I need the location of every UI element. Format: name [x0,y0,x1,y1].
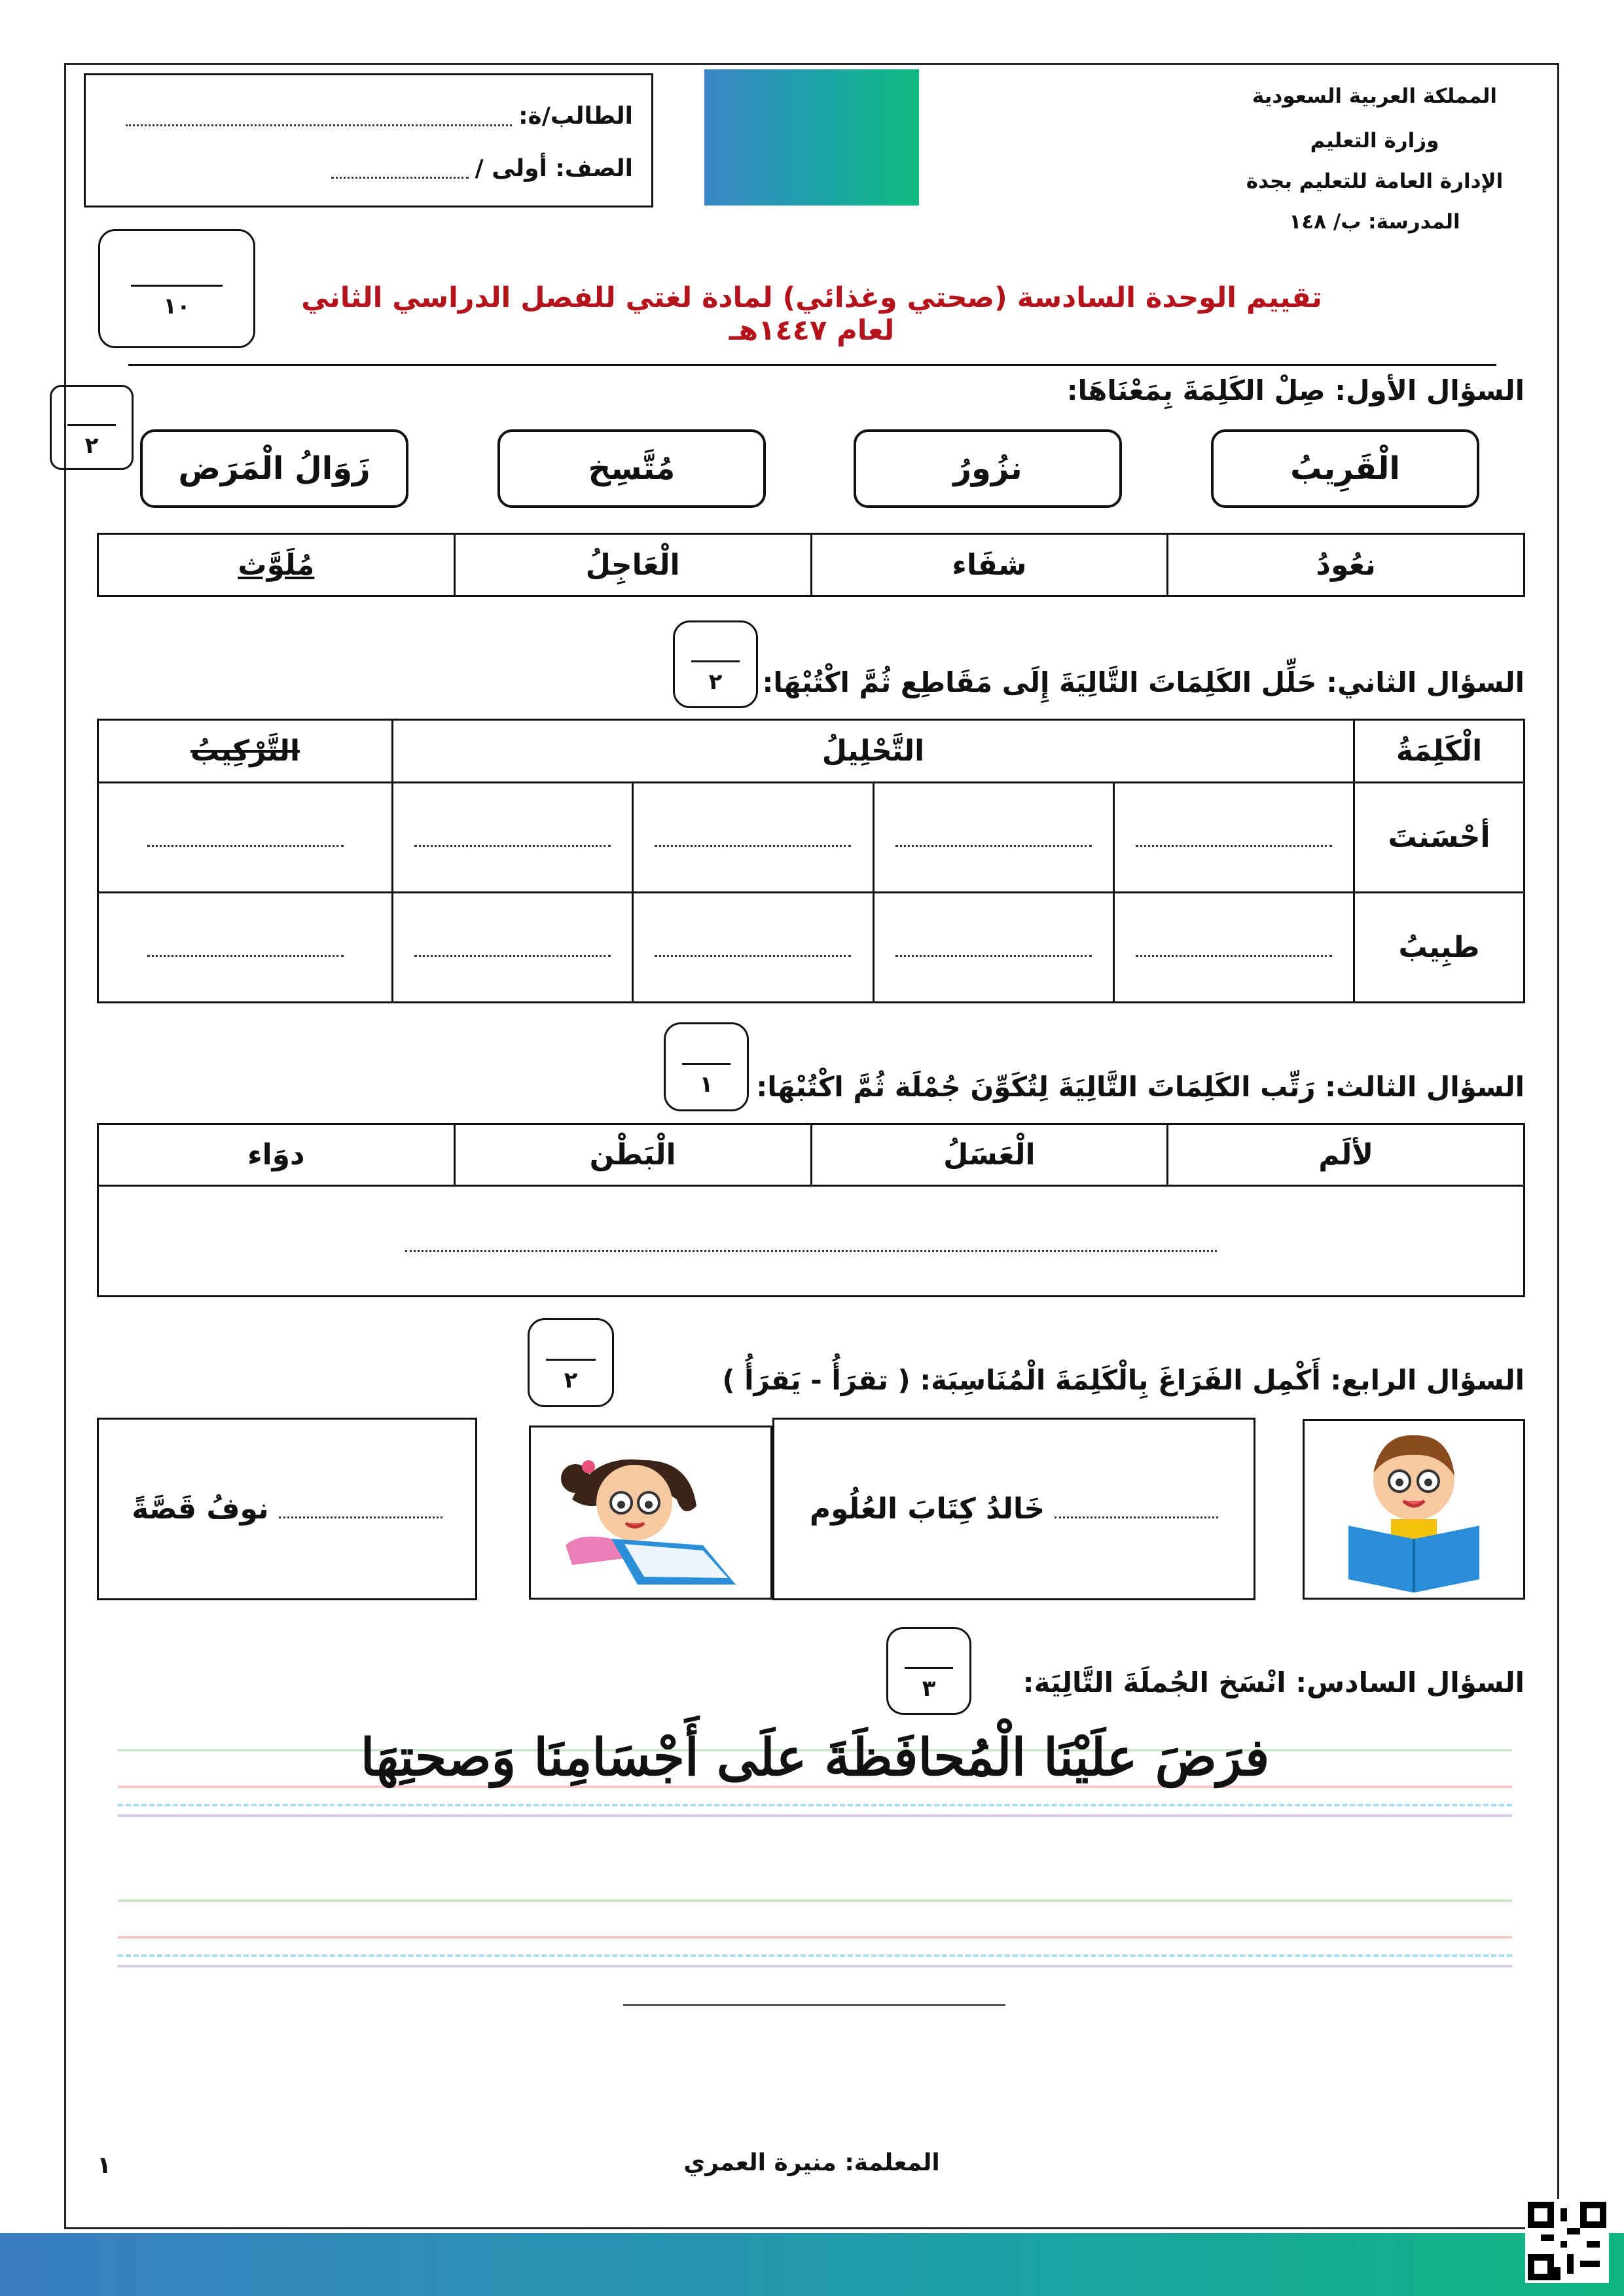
answer-dots [1055,1516,1218,1518]
q1-meaning-cell[interactable]: نعُودُ [1168,534,1525,596]
answer-dots [895,954,1092,957]
answer-dots [147,954,344,957]
guide-line [118,1965,1512,1967]
answer-dots [414,954,611,957]
total-score-box [98,229,255,348]
divider [128,364,1496,366]
q4-score-box [528,1318,614,1407]
answer-dots [1136,844,1332,847]
guide-line [118,1814,1512,1817]
header-line: الإدارة العامة للتعليم بجدة [1246,170,1504,193]
q3-table [97,1123,1525,1297]
q1-word-box[interactable]: الْقَرِيبُ [1211,429,1479,508]
guide-line [118,1954,1512,1957]
q3-score: ١ [699,1071,713,1098]
q2-header-analysis: التَّحْلِيلُ [393,720,1354,783]
q2-compose-cell[interactable] [98,783,393,893]
q6-score-box [886,1627,971,1715]
header-line: وزارة التعليم [1310,129,1439,152]
header-line: المدرسة: ب/ ١٤٨ [1289,210,1460,234]
q1-word-box[interactable]: زَوَالُ الْمَرَض [140,429,408,508]
q2-word-cell: أحْسَنتَ [1354,783,1525,893]
q2-syllable-cell[interactable] [393,783,633,893]
q2-score-box [673,620,758,708]
guide-line [118,1936,1512,1939]
q4-title: السؤال الرابع: أَكْمِل الفَرَاغَ بِالْكَلِمَةَ الْمُنَاسِبَة: ( تقرَأُ - يَقرَأُ ) [722,1364,1525,1396]
girl-reading-image [529,1426,772,1600]
q1-word-box[interactable]: نزُورُ [854,429,1122,508]
q3-title: السؤال الثالث: رَتِّب الكَلِمَاتَ التَّالِيَةَ لِتُكَوِّنَ جُمْلَة ثُمَّ اكْتُبْهَا: [756,1071,1525,1103]
guide-line [118,1899,1512,1902]
q4-sentence2: نوفُ قَصَّةً [132,1492,269,1526]
q6-score: ٣ [922,1675,936,1702]
answer-dots [655,844,851,847]
student-name-row [104,90,633,142]
student-name-field[interactable] [126,122,512,126]
q1-word-box[interactable]: مُتَّسِخ [497,429,766,508]
header-line: المملكة العربية السعودية [1252,84,1498,108]
q6-title: السؤال السادس: انْسَخ الجُملَةَ التَّالِيَة: [1022,1666,1525,1698]
class-field[interactable] [331,175,469,179]
class-row [104,142,633,194]
student-label: الطالب/ة: [518,102,633,130]
end-line [623,2004,1005,2006]
q2-syllable-cell[interactable] [393,893,633,1003]
q1-meaning-cell[interactable]: شفَاء [811,534,1168,596]
q1-meaning-cell[interactable]: الْعَاجِلُ [454,534,811,596]
answer-dots [147,844,344,847]
page-title: تقييم الوحدة السادسة (صحتي وغذائي) لمادة لغتي للفصل الدراسي الثاني لعام ١٤٤٧هـ [301,281,1322,347]
q3-word-cell: لألَم [1168,1124,1525,1186]
q2-word-cell: طبِيبُ [1354,893,1525,1003]
q2-syllable-cell[interactable] [633,783,873,893]
total-score: ١٠ [163,293,190,319]
ministry-logo [704,69,919,206]
q4-sentence1: خَالدُ كِتَابَ العُلُوم [809,1492,1045,1526]
page-number: ١ [97,2152,111,2179]
q3-word-cell: الْعَسَلُ [811,1124,1168,1186]
girl-reading-icon [552,1427,749,1598]
q2-syllable-cell[interactable] [1113,893,1354,1003]
q1-meaning-cell[interactable] [98,534,455,596]
q2-header-word: الْكَلِمَةُ [1354,720,1525,783]
q1-title: السؤال الأول: صِلْ الكَلِمَةَ بِمَعْنَاهَا: [1066,374,1525,406]
q1-score-box [50,385,134,470]
answer-dots [895,844,1092,847]
q2-score: ٢ [708,668,723,695]
guide-line [118,1804,1512,1806]
answer-dots [655,954,851,957]
q2-syllable-cell[interactable] [873,783,1113,893]
q3-answer-cell[interactable] [98,1186,1525,1297]
q1-meaning-text: مُلَوَّث [238,548,315,582]
q2-syllable-cell[interactable] [873,893,1113,1003]
q4-score: ٢ [564,1367,578,1393]
q2-analysis-table [97,719,1525,1003]
q2-header-compose [98,720,393,783]
answer-dots [279,1516,442,1518]
q4-sentence2-cell[interactable] [98,1419,477,1600]
q4-table [97,1418,1525,1600]
answer-dots [414,844,611,847]
qr-code [1525,2199,1609,2283]
qr-icon [1528,2202,1606,2280]
footer-band [0,2233,1624,2296]
header-ministry [1237,86,1512,253]
student-info-box [84,73,653,207]
answer-dots [405,1249,1217,1252]
q1-meanings-table [97,533,1525,597]
teacher-name: المعلمة: منيرة العمري [683,2149,940,2176]
boy-reading-image [1303,1419,1525,1600]
q3-word-cell: دوَاء [98,1124,455,1186]
boy-reading-icon [1335,1421,1492,1598]
q2-syllable-cell[interactable] [1113,783,1354,893]
q1-score: ٢ [84,432,99,459]
q3-score-box [664,1022,749,1111]
q4-sentence1-cell[interactable] [774,1419,1255,1600]
answer-dots [1136,954,1332,957]
q2-title: السؤال الثاني: حَلِّل الكَلِمَاتَ التَّالِيَةَ إِلَى مَقَاطِع ثُمَّ اكْتُبْهَا: [762,666,1525,698]
q2-compose-cell[interactable] [98,893,393,1003]
copy-sentence: فرَضَ علَيْنَا الْمُحافَظَةَ علَى أَجْسَامِنَا وَصحتِهَا [360,1728,1270,1787]
class-label: الصف: أولى / [475,154,633,182]
q2-header-compose-text: التَّرْكِيبُ [190,734,300,768]
q2-syllable-cell[interactable] [633,893,873,1003]
q3-word-cell: الْبَطْن [454,1124,811,1186]
